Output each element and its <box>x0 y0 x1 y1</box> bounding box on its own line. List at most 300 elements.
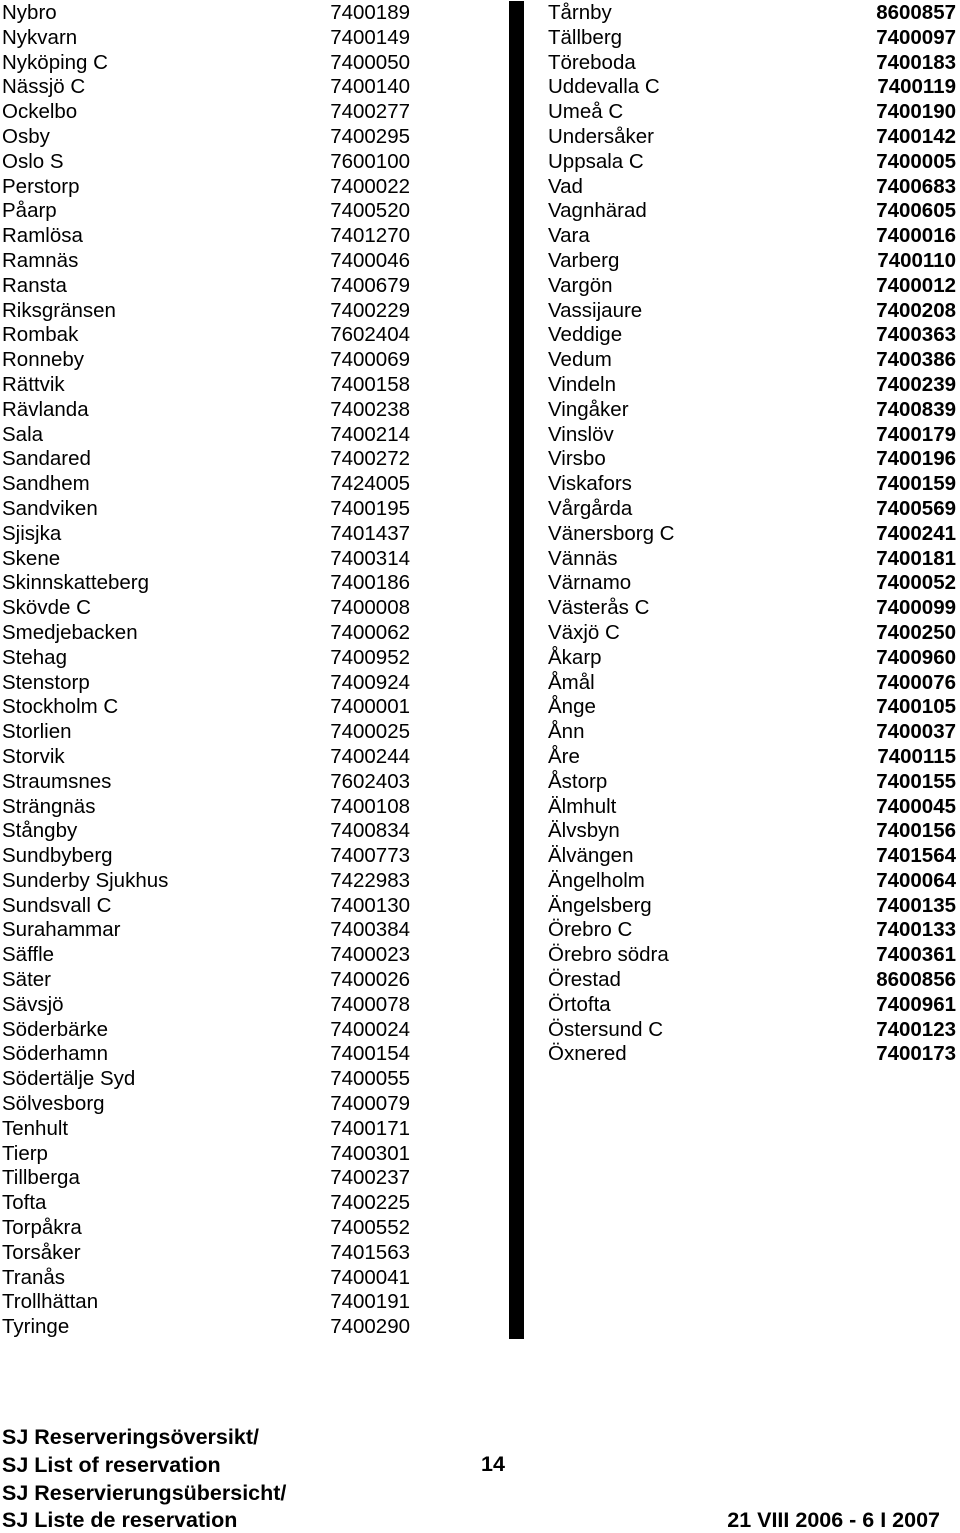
station-row <box>548 125 956 150</box>
station-row <box>548 968 956 993</box>
station-row <box>2 26 410 51</box>
station-name: Uppsala C <box>548 149 644 173</box>
station-row <box>2 398 410 423</box>
station-name: Veddige <box>548 323 623 347</box>
station-code: 7400961 <box>876 992 956 1016</box>
station-code: 7401563 <box>330 1240 410 1264</box>
station-code: 7400171 <box>330 1116 410 1140</box>
station-row <box>548 398 956 423</box>
station-row <box>2 869 410 894</box>
station-row <box>2 1018 410 1043</box>
station-name: Vänersborg C <box>548 521 675 545</box>
station-code: 7400520 <box>330 199 410 223</box>
station-row <box>548 621 956 646</box>
station-code: 7602404 <box>330 323 410 347</box>
station-name: Skinnskatteberg <box>2 571 150 595</box>
station-code: 7400046 <box>330 248 410 272</box>
station-name: Torsåker <box>2 1240 81 1264</box>
station-name: Stehag <box>2 645 67 669</box>
station-code: 7400183 <box>876 50 956 74</box>
station-name: Åkarp <box>548 645 602 669</box>
station-name: Tenhult <box>2 1116 69 1140</box>
station-name: Nyköping C <box>2 50 108 74</box>
station-name: Örebro södra <box>548 943 669 967</box>
station-name: Smedjebacken <box>2 620 138 644</box>
station-list-right <box>548 1 956 1067</box>
station-code: 7400037 <box>876 720 956 744</box>
station-row <box>548 695 956 720</box>
station-code: 7400679 <box>330 273 410 297</box>
station-code: 7400314 <box>330 546 410 570</box>
station-code: 7400110 <box>877 248 956 272</box>
station-row <box>2 720 410 745</box>
station-row <box>2 646 410 671</box>
station-name: Påarp <box>2 199 57 223</box>
station-name: Oslo S <box>2 149 64 173</box>
station-code: 7400076 <box>876 670 956 694</box>
station-code: 7400156 <box>876 819 956 843</box>
station-code: 7400069 <box>330 348 410 372</box>
station-code: 7400154 <box>330 1042 410 1066</box>
station-name: Osby <box>2 124 50 148</box>
station-row <box>2 224 410 249</box>
station-row <box>2 1067 410 1092</box>
station-row <box>2 695 410 720</box>
station-name: Sunderby Sjukhus <box>2 868 169 892</box>
station-name: Vinslöv <box>548 422 614 446</box>
station-code: 7400008 <box>330 596 410 620</box>
station-name: Ransta <box>2 273 67 297</box>
station-name: Riksgränsen <box>2 298 116 322</box>
station-row <box>2 1216 410 1241</box>
station-name: Tällberg <box>548 25 623 49</box>
footer-title-english: SJ List of reservation <box>2 1453 221 1477</box>
column-divider <box>509 1 524 1339</box>
station-row <box>2 894 410 919</box>
station-row <box>2 596 410 621</box>
station-name: Vännäs <box>548 546 618 570</box>
station-name: Älvängen <box>548 844 634 868</box>
station-code: 7400683 <box>876 174 956 198</box>
station-name: Säffle <box>2 943 55 967</box>
station-row <box>548 423 956 448</box>
station-name: Nybro <box>2 1 57 24</box>
station-name: Södertälje Syd <box>2 1067 136 1091</box>
station-name: Rättvik <box>2 372 65 396</box>
station-name: Tranås <box>2 1265 66 1289</box>
station-code: 7400026 <box>330 968 410 992</box>
station-name: Umeå C <box>548 100 624 124</box>
station-code: 7424005 <box>330 472 410 496</box>
station-row <box>2 51 410 76</box>
station-row <box>2 621 410 646</box>
station-code: 7401437 <box>330 521 410 545</box>
station-row <box>548 596 956 621</box>
station-row <box>548 323 956 348</box>
station-row <box>548 1018 956 1043</box>
station-code: 7400140 <box>330 75 410 99</box>
station-name: Torpåkra <box>2 1216 82 1240</box>
station-name: Straumsnes <box>2 769 112 793</box>
station-name: Tillberga <box>2 1166 80 1190</box>
station-name: Älmhult <box>548 794 617 818</box>
station-name: Söderbärke <box>2 1017 108 1041</box>
station-row <box>2 75 410 100</box>
station-name: Vara <box>548 224 590 248</box>
station-code: 7400191 <box>330 1290 410 1314</box>
validity-date-range: 21 VIII 2006 - 6 I 2007 <box>727 1508 940 1532</box>
station-row <box>2 100 410 125</box>
station-name: Sjisjka <box>2 521 62 545</box>
station-row <box>2 522 410 547</box>
station-name: Älvsbyn <box>548 819 620 843</box>
station-name: Tofta <box>2 1191 47 1215</box>
station-row <box>548 1042 956 1067</box>
station-name: Sala <box>2 422 44 446</box>
station-row <box>548 472 956 497</box>
station-name: Vassijaure <box>548 298 643 322</box>
station-row <box>2 993 410 1018</box>
station-code: 7400190 <box>876 100 956 124</box>
station-row <box>2 199 410 224</box>
station-row <box>2 844 410 869</box>
station-code: 7400079 <box>330 1092 410 1116</box>
station-row <box>2 175 410 200</box>
station-code: 7401270 <box>330 224 410 248</box>
station-code: 7400295 <box>330 124 410 148</box>
station-name: Skövde C <box>2 596 91 620</box>
station-row <box>2 1315 410 1340</box>
station-row <box>548 894 956 919</box>
station-code: 7400135 <box>876 893 956 917</box>
station-name: Åmål <box>548 670 595 694</box>
station-row <box>2 1166 410 1191</box>
station-name: Ånge <box>548 695 596 719</box>
station-name: Vad <box>548 174 583 198</box>
station-row <box>2 1241 410 1266</box>
station-row <box>2 1266 410 1291</box>
station-name: Stenstorp <box>2 670 90 694</box>
station-code: 7602403 <box>330 769 410 793</box>
station-code: 7400241 <box>876 521 956 545</box>
station-code: 8600857 <box>876 1 956 24</box>
station-name: Sölvesborg <box>2 1092 105 1116</box>
station-code: 7400301 <box>330 1141 410 1165</box>
station-code: 7400155 <box>876 769 956 793</box>
station-row <box>2 770 410 795</box>
station-row <box>548 943 956 968</box>
station-name: Strängnäs <box>2 794 96 818</box>
station-name: Virsbo <box>548 447 606 471</box>
station-code: 7400244 <box>330 744 410 768</box>
station-row <box>2 125 410 150</box>
station-code: 7400208 <box>876 298 956 322</box>
station-row <box>548 993 956 1018</box>
station-name: Söderhamn <box>2 1042 108 1066</box>
station-name: Örebro C <box>548 918 633 942</box>
station-code: 7400181 <box>876 546 956 570</box>
station-code: 7401564 <box>876 844 956 868</box>
station-row <box>2 323 410 348</box>
station-row <box>548 51 956 76</box>
station-row <box>2 348 410 373</box>
station-code: 7400142 <box>876 124 956 148</box>
station-row <box>548 274 956 299</box>
station-code: 7400773 <box>330 844 410 868</box>
station-row <box>2 150 410 175</box>
station-name: Tyringe <box>2 1315 70 1339</box>
station-name: Varberg <box>548 248 620 272</box>
station-name: Säter <box>2 968 51 992</box>
station-code: 7400195 <box>330 496 410 520</box>
station-row <box>2 943 410 968</box>
station-row <box>548 373 956 398</box>
station-row <box>548 671 956 696</box>
station-code: 7400179 <box>876 422 956 446</box>
station-name: Storlien <box>2 720 72 744</box>
station-name: Vårgårda <box>548 496 633 520</box>
station-row <box>2 1117 410 1142</box>
station-name: Töreboda <box>548 50 636 74</box>
station-row <box>2 447 410 472</box>
station-name: Perstorp <box>2 174 80 198</box>
station-name: Vagnhärad <box>548 199 647 223</box>
station-code: 7400064 <box>876 868 956 892</box>
station-name: Ängelsberg <box>548 893 652 917</box>
station-code: 7400041 <box>330 1265 410 1289</box>
station-row <box>2 968 410 993</box>
station-row <box>548 918 956 943</box>
station-code: 7400384 <box>330 918 410 942</box>
station-row <box>548 646 956 671</box>
station-name: Sandared <box>2 447 91 471</box>
station-row <box>548 844 956 869</box>
station-row <box>548 497 956 522</box>
station-name: Stockholm C <box>2 695 119 719</box>
station-row <box>548 547 956 572</box>
station-name: Vargön <box>548 273 613 297</box>
station-name: Västerås C <box>548 596 650 620</box>
station-code: 7400024 <box>330 1017 410 1041</box>
station-name: Vindeln <box>548 372 617 396</box>
station-row <box>548 745 956 770</box>
station-name: Rävlanda <box>2 397 89 421</box>
station-row <box>548 571 956 596</box>
station-name: Viskafors <box>548 472 632 496</box>
station-code: 7400834 <box>330 819 410 843</box>
station-code: 7400250 <box>876 620 956 644</box>
station-code: 7400025 <box>330 720 410 744</box>
station-code: 7400062 <box>330 620 410 644</box>
station-row <box>548 447 956 472</box>
station-row <box>2 472 410 497</box>
station-name: Ockelbo <box>2 100 78 124</box>
station-code: 7400839 <box>876 397 956 421</box>
station-row <box>2 547 410 572</box>
station-code: 7400196 <box>876 447 956 471</box>
station-row <box>2 671 410 696</box>
station-name: Storvik <box>2 744 65 768</box>
station-code: 7400050 <box>330 50 410 74</box>
station-code: 7400237 <box>330 1166 410 1190</box>
station-code: 7400097 <box>876 25 956 49</box>
station-row <box>548 819 956 844</box>
station-name: Nässjö C <box>2 75 86 99</box>
station-code: 7400158 <box>330 372 410 396</box>
station-row <box>548 100 956 125</box>
station-name: Stångby <box>2 819 78 843</box>
station-name: Vingåker <box>548 397 629 421</box>
station-code: 7400123 <box>876 1017 956 1041</box>
station-code: 7400099 <box>876 596 956 620</box>
station-name: Östersund C <box>548 1017 664 1041</box>
station-row <box>2 274 410 299</box>
station-row <box>2 745 410 770</box>
station-name: Sundbyberg <box>2 844 113 868</box>
station-name: Ramlösa <box>2 224 83 248</box>
station-code: 8600856 <box>876 968 956 992</box>
station-code: 7400277 <box>330 100 410 124</box>
station-code: 7400569 <box>876 496 956 520</box>
station-code: 7400272 <box>330 447 410 471</box>
station-code: 7400173 <box>876 1042 956 1066</box>
station-name: Växjö C <box>548 620 620 644</box>
station-row <box>2 1290 410 1315</box>
station-name: Trollhättan <box>2 1290 99 1314</box>
station-name: Sävsjö <box>2 992 64 1016</box>
station-code: 7400133 <box>876 918 956 942</box>
station-code: 7400186 <box>330 571 410 595</box>
station-row <box>2 373 410 398</box>
station-name: Undersåker <box>548 124 654 148</box>
station-row <box>548 150 956 175</box>
station-name: Öxnered <box>548 1042 627 1066</box>
station-row <box>548 75 956 100</box>
station-code: 7400924 <box>330 670 410 694</box>
station-name: Örtofta <box>548 992 611 1016</box>
station-code: 7400115 <box>877 744 956 768</box>
station-row <box>548 522 956 547</box>
station-row <box>2 819 410 844</box>
station-row <box>548 770 956 795</box>
station-row <box>2 1 410 26</box>
page-number: 14 <box>481 1452 505 1476</box>
station-code: 7400605 <box>876 199 956 223</box>
station-code: 7400214 <box>330 422 410 446</box>
station-code: 7400363 <box>876 323 956 347</box>
station-name: Surahammar <box>2 918 121 942</box>
station-name: Ängelholm <box>548 868 645 892</box>
station-name: Ramnäs <box>2 248 79 272</box>
station-code: 7400105 <box>876 695 956 719</box>
station-code: 7400386 <box>876 348 956 372</box>
station-row <box>2 795 410 820</box>
station-name: Rombak <box>2 323 79 347</box>
station-row <box>2 1191 410 1216</box>
station-name: Skene <box>2 546 61 570</box>
station-code: 7400189 <box>330 1 410 24</box>
station-code: 7400960 <box>876 645 956 669</box>
station-row <box>2 299 410 324</box>
station-code: 7400022 <box>330 174 410 198</box>
station-name: Sandviken <box>2 496 98 520</box>
station-row <box>548 795 956 820</box>
station-code: 7400149 <box>330 25 410 49</box>
station-name: Sundsvall C <box>2 893 112 917</box>
station-row <box>2 918 410 943</box>
station-name: Ånn <box>548 720 585 744</box>
station-code: 7400952 <box>330 645 410 669</box>
station-name: Örestad <box>548 968 621 992</box>
station-row <box>548 720 956 745</box>
station-row <box>548 348 956 373</box>
station-row <box>548 299 956 324</box>
station-code: 7400290 <box>330 1315 410 1339</box>
station-code: 7422983 <box>330 868 410 892</box>
station-code: 7400045 <box>876 794 956 818</box>
station-code: 7400239 <box>876 372 956 396</box>
station-code: 7400130 <box>330 893 410 917</box>
station-code: 7400052 <box>876 571 956 595</box>
station-list-left <box>2 1 410 1340</box>
station-name: Åstorp <box>548 769 608 793</box>
station-code: 7400552 <box>330 1216 410 1240</box>
station-code: 7400078 <box>330 992 410 1016</box>
station-code: 7400055 <box>330 1067 410 1091</box>
station-name: Tierp <box>2 1141 48 1165</box>
station-row <box>548 869 956 894</box>
station-code: 7600100 <box>330 149 410 173</box>
station-row <box>548 224 956 249</box>
station-row <box>548 1 956 26</box>
station-row <box>2 249 410 274</box>
station-row <box>2 423 410 448</box>
station-code: 7400023 <box>330 943 410 967</box>
footer-title-swedish: SJ Reserveringsöversikt/ <box>2 1425 259 1449</box>
station-code: 7400225 <box>330 1191 410 1215</box>
station-name: Ronneby <box>2 348 85 372</box>
station-code: 7400108 <box>330 794 410 818</box>
station-name: Värnamo <box>548 571 632 595</box>
station-code: 7400361 <box>876 943 956 967</box>
station-name: Nykvarn <box>2 25 78 49</box>
station-name: Åre <box>548 744 580 768</box>
station-code: 7400012 <box>876 273 956 297</box>
station-row <box>2 1092 410 1117</box>
station-name: Vedum <box>548 348 612 372</box>
station-code: 7400159 <box>876 472 956 496</box>
station-row <box>548 175 956 200</box>
station-name: Sandhem <box>2 472 90 496</box>
station-row <box>548 249 956 274</box>
station-name: Uddevalla C <box>548 75 660 99</box>
station-row <box>548 26 956 51</box>
station-name: Tårnby <box>548 1 612 24</box>
station-code: 7400229 <box>330 298 410 322</box>
station-code: 7400001 <box>330 695 410 719</box>
station-row <box>548 199 956 224</box>
station-code: 7400119 <box>877 75 956 99</box>
station-row <box>2 1042 410 1067</box>
station-code: 7400238 <box>330 397 410 421</box>
station-row <box>2 497 410 522</box>
station-row <box>2 571 410 596</box>
footer-title-french: SJ Liste de reservation <box>2 1508 238 1532</box>
footer-title-german: SJ Reservierungsübersicht/ <box>2 1481 287 1505</box>
station-row <box>2 1142 410 1167</box>
station-code: 7400005 <box>876 149 956 173</box>
station-code: 7400016 <box>876 224 956 248</box>
